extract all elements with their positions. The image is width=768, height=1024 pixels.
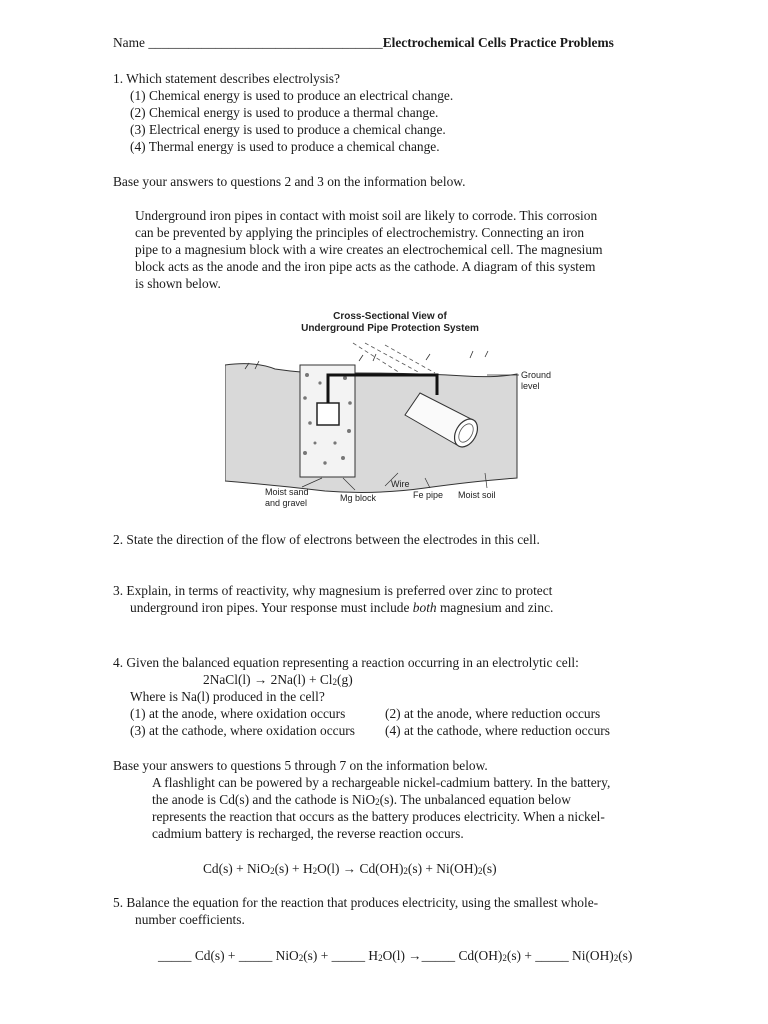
q5-line2: number coefficients. — [135, 912, 245, 927]
trench-lines — [353, 343, 435, 373]
page-title: Electrochemical Cells Practice Problems — [382, 35, 614, 50]
label-mg-block: Mg block — [340, 493, 377, 503]
equation-2: $Cd(s) + NiO_2(s) + H_2O(l) \to Cd(OH)_2(s) + Ni(OH)_2(s)$ — [203, 861, 497, 876]
q4-choice-3: (3) at the cathode, where oxidation occurs — [130, 723, 355, 738]
q4-choice-4: (4) at the cathode, where reduction occurs — [385, 723, 610, 738]
base-5-7: Base your answers to questions 5 through 7 on the information below. — [113, 758, 488, 773]
pipe-protection-diagram — [225, 303, 565, 518]
name-blank: ___________________________________ — [148, 35, 383, 50]
passage1-line: is shown below. — [135, 276, 221, 291]
passage1-line: pipe to a magnesium block with a wire creates an electrochemical cell. The magnesium — [135, 242, 603, 257]
diagram-title-line2: Underground Pipe Protection System — [301, 323, 479, 334]
q5-blank-equation[interactable]: _____ Cd(s) + _____ NiO$_2$(s) + _____ $H_2O(l)$ →_____ $Cd(OH)_2(s)$ + _____ $Ni(OH)_2(s)$ — [158, 948, 633, 963]
q4-equation: 2NaCl(l) → $2Na(l) + Cl_2(g)$ — [203, 672, 353, 687]
passage1-line: Underground iron pipes in contact with moist soil are likely to corrode. This corrosion — [135, 208, 598, 223]
label-ground: Ground — [521, 370, 552, 380]
label-moist-sand: Moist sand — [265, 487, 309, 497]
passage2-line: represents the reaction that occurs as the battery produces electricity. When a nickel- — [152, 809, 605, 824]
q3-line2-text: underground iron pipes. Your response must include — [130, 600, 413, 615]
q4-stem: 4. Given the balanced equation representing a reaction occurring in an electrolytic cell: — [113, 655, 579, 670]
name-label: Name — [113, 35, 145, 50]
passage1-line: block acts as the anode and the iron pipe acts as the cathode. A diagram of this system — [135, 259, 596, 274]
passage2-line: A flashlight can be powered by a rechargeable nickel-cadmium battery. In the battery, — [152, 775, 611, 790]
passage2-line: cadmium battery is recharged, the reverse reaction occurs. — [152, 826, 464, 841]
label-moist-soil: Moist soil — [458, 490, 496, 500]
q3-line2 — [130, 599, 553, 616]
q4-question: Where is Na(l) produced in the cell? — [130, 689, 325, 704]
base-2-3: Base your answers to questions 2 and 3 on the information below. — [113, 174, 466, 189]
passage2-line: the anode is Cd(s) and the cathode is NiO$_2$(s). The unbalanced equation below — [152, 792, 571, 807]
label-and-gravel: and gravel — [265, 498, 308, 508]
q1-choice-3: (3) Electrical energy is used to produce a chemical change. — [130, 122, 446, 137]
q3-line1: 3. Explain, in terms of reactivity, why magnesium is preferred over zinc to protect — [113, 583, 553, 598]
q4-choice-2: (2) at the anode, where reduction occurs — [385, 706, 601, 721]
grass-marks — [245, 351, 488, 369]
q3-emphasis: both — [412, 600, 437, 615]
diagram-title-line1: Cross-Sectional View of — [333, 311, 447, 322]
passage1-line: can be prevented by applying the principles of electrochemistry. Connecting an iron — [135, 225, 585, 240]
q1-choice-2: (2) Chemical energy is used to produce a thermal change. — [130, 105, 439, 120]
label-wire: Wire — [391, 479, 410, 489]
q4-choice-1: (1) at the anode, where oxidation occurs — [130, 706, 346, 721]
q2-stem: 2. State the direction of the flow of electrons between the electrodes in this cell. — [113, 532, 540, 547]
q1-choice-1: (1) Chemical energy is used to produce an electrical change. — [130, 88, 454, 103]
q3-line2-end: magnesium and zinc. — [436, 600, 554, 615]
label-fe-pipe: Fe pipe — [413, 490, 444, 500]
mg-block — [317, 403, 339, 425]
q1-choice-4: (4) Thermal energy is used to produce a chemical change. — [130, 139, 440, 154]
header-line — [113, 34, 614, 51]
label-level: level — [521, 381, 540, 391]
q1-stem: 1. Which statement describes electrolysis? — [113, 71, 340, 86]
q5-line1: 5. Balance the equation for the reaction that produces electricity, using the smallest whole- — [113, 895, 599, 910]
